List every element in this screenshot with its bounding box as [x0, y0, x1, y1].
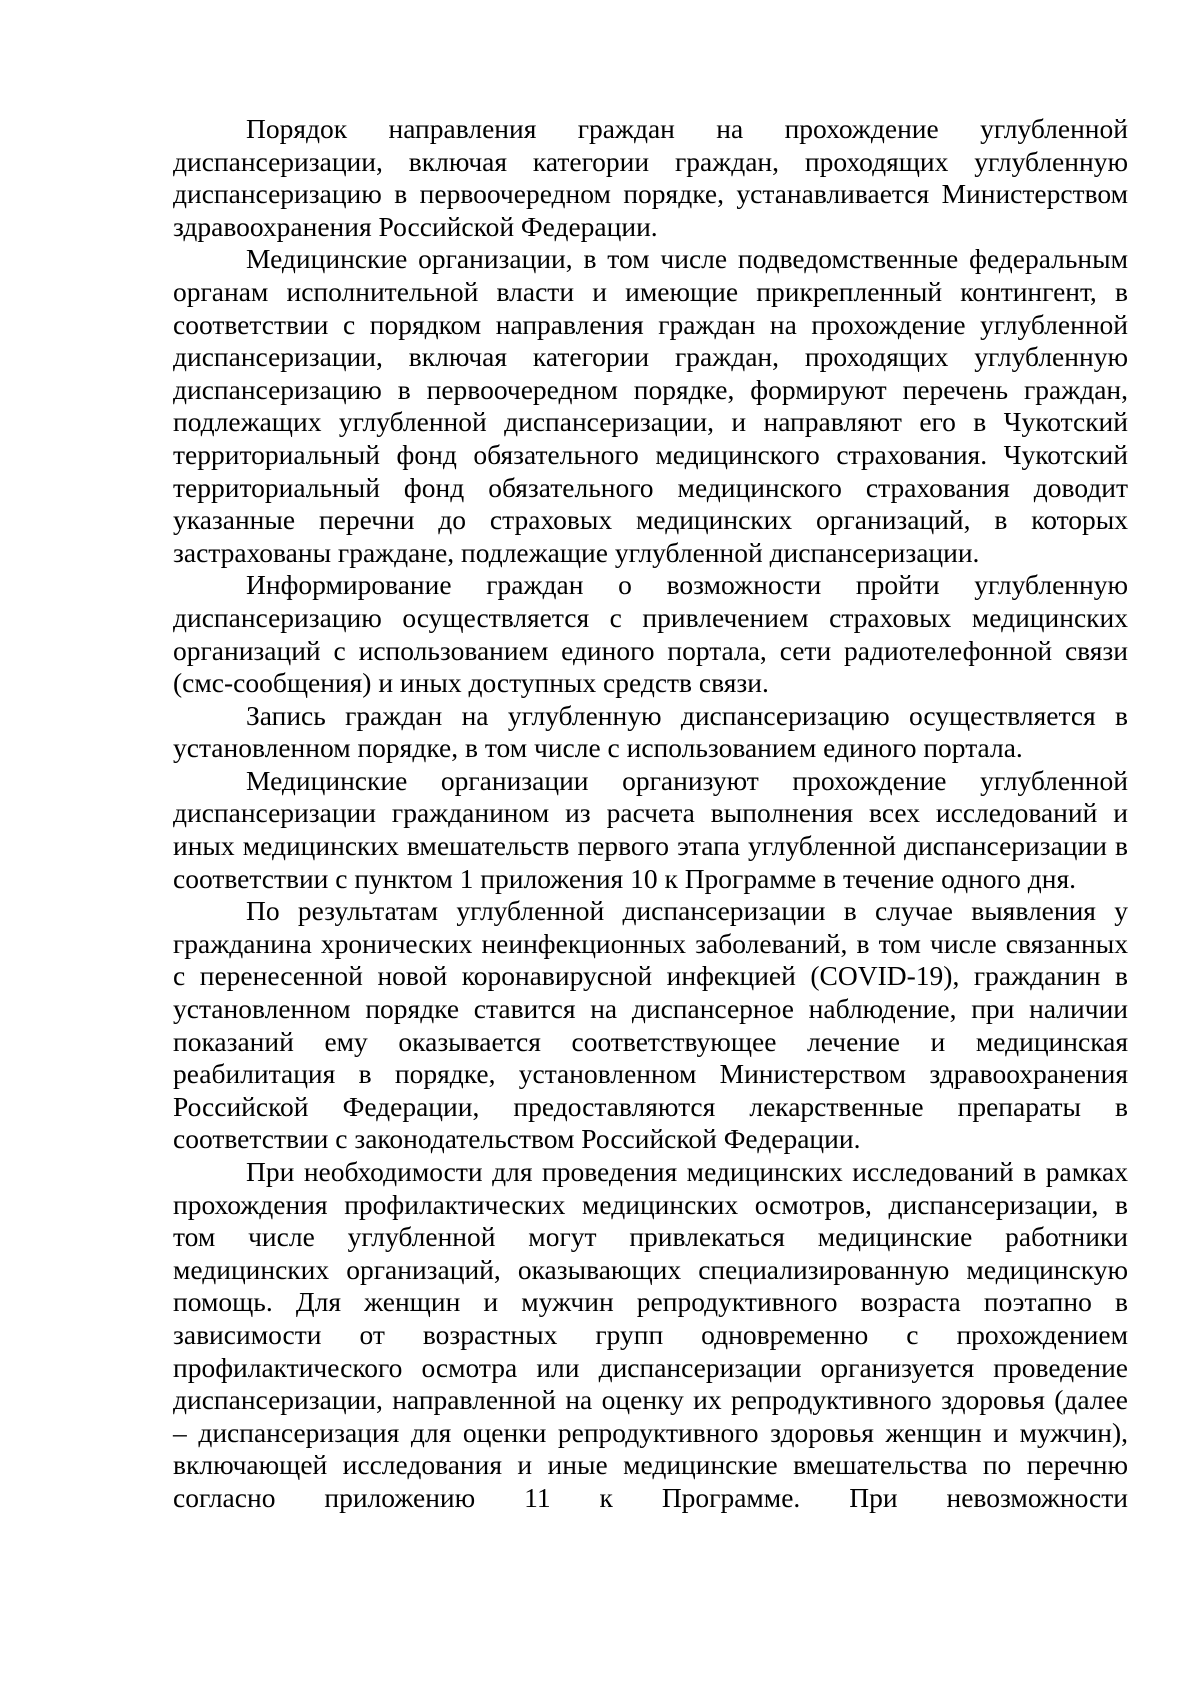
paragraph-7: При необходимости для проведения медицинских исследований в рамках прохождения профилактических медицинских осмотров, диспансеризации, в том числе углубленной могут привлекаться медицинские работники медицинских организаций, оказывающих специализированную медицинскую помощь. Для женщин и мужчин репродуктивного возраста поэтапно в зависимости от возрастных групп одновременно с прохождением профилактического осмотра или диспансеризации организуется проведение диспансеризации, направленной на оценку их репродуктивного здоровья (далее – диспансеризация для оценки репродуктивного здоровья женщин и мужчин), включающей исследования и иные медицинские вмешательства по перечню согласно приложению 11 к Программе. При невозможности [173, 1156, 1128, 1513]
paragraph-2: Медицинские организации, в том числе подведомственные федеральным органам исполнительной власти и имеющие прикрепленный контингент, в соответствии с порядком направления граждан на прохождение углубленной диспансеризации, включая категории граждан, проходящих углубленную диспансеризацию в первоочередном порядке, формируют перечень граждан, подлежащих углубленной диспансеризации, и направляют его в Чукотский территориальный фонд обязательного медицинского страхования. Чукотский территориальный фонд обязательного медицинского страхования доводит указанные перечни до страховых медицинских организаций, в которых застрахованы граждане, подлежащие углубленной диспансеризации. [173, 243, 1128, 568]
paragraph-4: Запись граждан на углубленную диспансеризацию осуществляется в установленном порядке, в том числе с использованием единого портала. [173, 699, 1128, 764]
paragraph-3: Информирование граждан о возможности пройти углубленную диспансеризацию осуществляется с привлечением страховых медицинских организаций с использованием единого портала, сети радиотелефонной связи (смс-сообщения) и иных доступных средств связи. [173, 569, 1128, 699]
paragraph-5: Медицинские организации организуют прохождение углубленной диспансеризации гражданином из расчета выполнения всех исследований и иных медицинских вмешательств первого этапа углубленной диспансеризации в соответствии с пунктом 1 приложения 10 к Программе в течение одного дня. [173, 764, 1128, 894]
document-page [173, 113, 1128, 1515]
paragraph-1: Порядок направления граждан на прохождение углубленной диспансеризации, включая категории граждан, проходящих углубленную диспансеризацию в первоочередном порядке, устанавливается Министерством здравоохранения Российской Федерации. [173, 113, 1128, 242]
paragraph-6: По результатам углубленной диспансеризации в случае выявления у гражданина хронических неинфекционных заболеваний, в том числе связанных с перенесенной новой коронавирусной инфекцией (COVID-19), гражданин в установленном порядке ставится на диспансерное наблюдение, при наличии показаний ему оказывается соответствующее лечение и медицинская реабилитация в порядке, установленном Министерством здравоохранения Российской Федерации, предоставляются лекарственные препараты в соответствии с законодательством Российской Федерации. [173, 895, 1128, 1155]
